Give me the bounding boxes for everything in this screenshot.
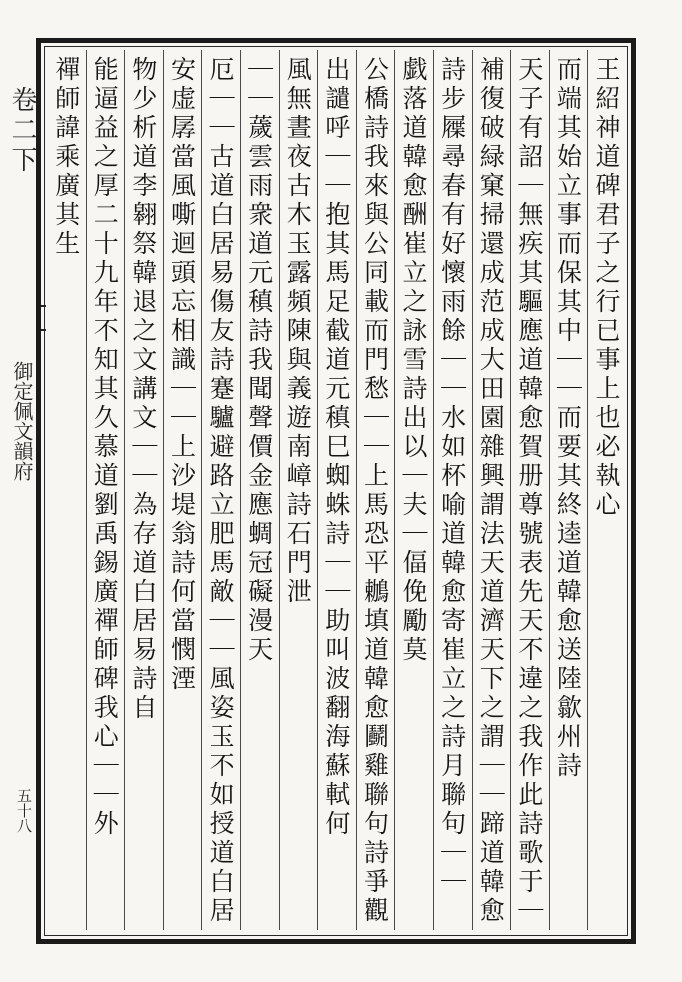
- text-column: 詩步屧尋春有好懷雨餘｜｜水如杯喻道韓愈寄崔立之詩月聯句｜｜: [433, 50, 472, 930]
- text-column: 而端其始立事而保其中｜｜而要其終逵道韓愈送陸歙州詩: [549, 50, 588, 930]
- text-column: 公橋詩我來與公同載而門愁｜｜上馬恐平鶒填道韓愈鬬雞聯句詩爭觀: [356, 50, 395, 930]
- text-column: 天子有詔｜無疾其驅應道韓愈賀册尊號表先天不違之我作此詩歌于｜: [510, 50, 549, 930]
- text-column: 戯落道韓愈酬崔立之詠雪詩出以｜夫｜偪俛勵莫: [394, 50, 433, 930]
- text-column: 風無晝夜古木玉露頻陳與義遊南嶂詩石門泄: [279, 50, 318, 930]
- text-column: 能逼益之厚二十九年不知其久慕道劉禹錫廣禪師碑我心｜｜外: [86, 50, 125, 930]
- text-column: 王紹神道碑君子之行已事上也必執心: [587, 50, 626, 930]
- page-number: 五十八: [15, 788, 33, 833]
- text-column: 厄｜｜古道白居易傷友詩蹇驢避路立肥馬敵｜｜風姿玉不如授道白居: [201, 50, 240, 930]
- text-column: 出譴呼｜｜抱其馬足截道元稹巳蜘蛛詩｜｜助叫波翻海蘇軾何: [317, 50, 356, 930]
- volume-marker: 卷二下: [7, 86, 37, 176]
- text-column: 物少析道李翱祭韓退之文講文｜｜為存道白居易詩自: [124, 50, 163, 930]
- book-title: 御定佩文韻府: [10, 361, 34, 481]
- text-column: 補復破緑窠掃還成范成大田園雜興謂法天道濟天下之謂｜｜蹄道韓愈: [472, 50, 511, 930]
- text-body: [48, 50, 626, 930]
- text-column: 安虚孱當風嘶迴頭忘相識｜｜上沙堤翁詩何當憫湮: [163, 50, 202, 930]
- text-column: ｜｜薉雲雨衆道元稹詩我聞聲價金應蜩冠礙漫天: [240, 50, 279, 930]
- text-column: 禪師諱乘廣其生: [51, 56, 81, 259]
